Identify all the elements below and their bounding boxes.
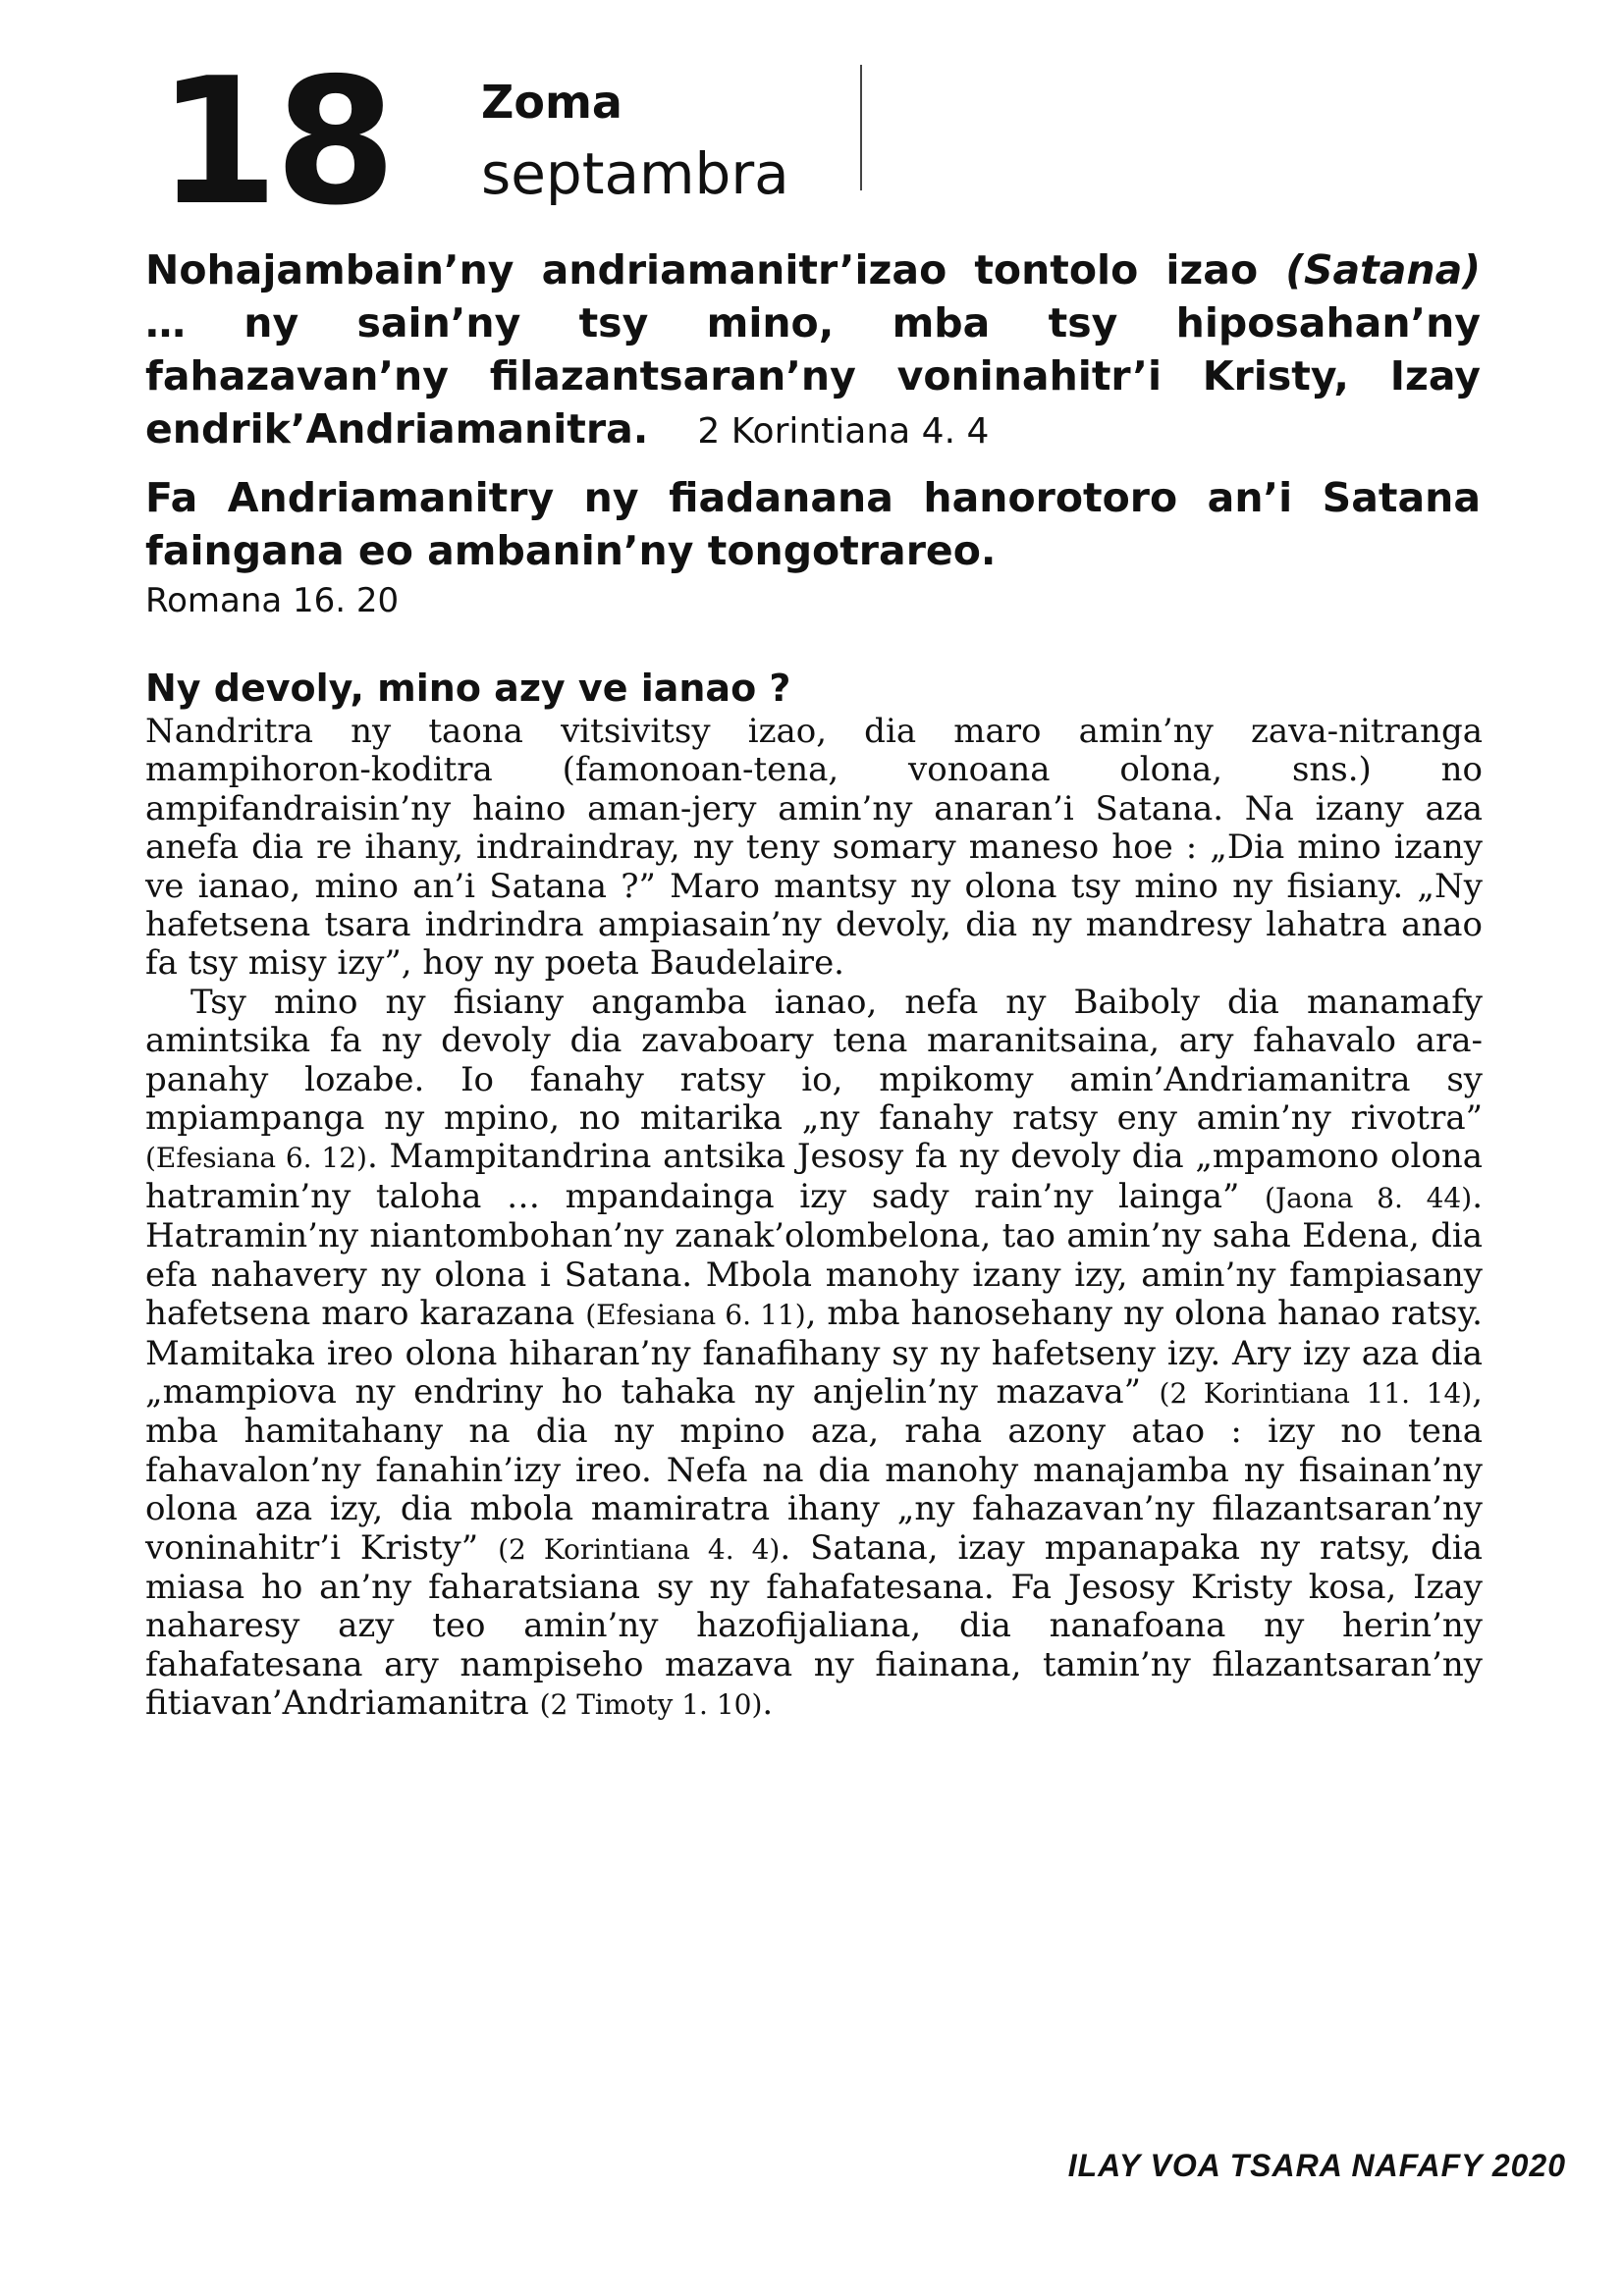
verse-1-text-a: Nohajambain’ny andriamanitr’izao tontolo izao [145, 246, 1286, 294]
article-text: , mba hanosehany ny olona hanao ratsy. Mamitaka ireo olona hiharan’ny fanafihany sy ny hafetseny izy. Ary izy aza dia „mampiova ny endriny ho tahaka ny anjelin’ny mazava” [145, 1294, 1483, 1412]
citation: (2 Korintiana 11. 14) [1159, 1376, 1473, 1410]
verse-1-text-b: … ny sain’ny tsy mino, mba tsy hiposahan’ny fahazavan’ny filazantsaran’ny voninahitr’i Kristy, Izay endrik’Andriamanitra. [145, 299, 1481, 453]
article-paragraph-2 [145, 984, 1483, 1725]
citation: (Efesiana 6. 12) [145, 1142, 367, 1175]
footer-publication: ILAY VOA TSARA NAFAFY 2020 [1067, 2148, 1566, 2183]
citation: (Jaona 8. 44) [1265, 1181, 1473, 1214]
article-text: , mba hamitahany na dia ny mpino aza, raha azony atao : izy no tena fahavalon’ny fanahin’izy ireo. Nefa na dia manohy manajamba ny fisainan’ny olona aza izy, dia mbola mamiratra ihany „ny fahazavan’ny filazantsaran’ny voninahitr’i Kristy” [145, 1371, 1483, 1568]
verse-1 [145, 243, 1481, 458]
month: septambra [481, 140, 789, 207]
article-text: . Mampitandrina antsika Jesosy fa ny devoly dia „mpamono olona hatramin’ny taloha … mpandainga izy sady rain’ny lainga” [145, 1137, 1483, 1216]
weekday: Zoma [481, 76, 622, 129]
article-text: Tsy mino ny fisiany angamba ianao, nefa ny Baiboly dia manamafy amintsika fa ny devoly dia zavaboary tena maranitsaina, ary fahavalo ara-panahy lozabe. Io fanahy ratsy io, mpikomy amin’Andriamanitra sy mpiampanga ny mpino, no mitarika „ny fanahy ratsy eny amin’ny rivotra” [145, 982, 1483, 1139]
article-text: . [762, 1683, 774, 1724]
citation: (2 Korintiana 4. 4) [498, 1532, 781, 1566]
citation: (2 Timoty 1. 10) [539, 1688, 763, 1722]
day-number: 18 [157, 40, 393, 243]
article-title: Ny devoly, mino azy ve ianao ? [145, 667, 791, 710]
verse-2-reference: Romana 16. 20 [145, 581, 400, 620]
citation: (Efesiana 6. 11) [585, 1299, 806, 1332]
article-body [145, 713, 1483, 1725]
verse-2: Fa Andriamanitry ny fiadanana hanorotoro an’i Satana faingana eo ambanin’ny tongotrareo. [145, 474, 1481, 574]
article-text: . Satana, izay mpanapaka ny ratsy, dia miasa ho an’ny faharatsiana sy ny fahafatesana. Fa Jesosy Kristy kosa, Izay naharesy azy teo amin’ny hazofijaliana, dia nanafoana ny herin’ny fahafatesana ary nampiseho mazava ny fiainana, tamin’ny filazantsaran’ny fitiavan’Andriamanitra [145, 1527, 1483, 1724]
article-paragraph-1: Nandritra ny taona vitsivitsy izao, dia maro amin’ny zava-nitranga mampihoron-koditra (famonoan-tena, vonoana olona, sns.) no ampifandraisin’ny haino aman-jery amin’ny anaran’i Satana. Na izany aza anefa dia re ihany, indraindray, ny teny somary maneso hoe : „Dia mino izany ve ianao, mino an’i Satana ?” Maro mantsy ny olona tsy mino ny fisiany. „Ny hafetsena tsara indrindra ampiasain’ny devoly, dia ny mandresy lahatra anao fa tsy misy izy”, hoy ny poeta Baudelaire. [145, 712, 1483, 984]
header-divider [860, 65, 862, 190]
verse-1-reference: 2 Korintiana 4. 4 [697, 411, 990, 452]
verse-1-aside: (Satana) [1285, 246, 1481, 294]
article-text: . Hatramin’ny niantombohan’ny zanak’olombelona, tao amin’ny saha Edena, dia efa nahavery ny olona i Satana. Mbola manohy izany izy, amin’ny fampiasany hafetsena maro karazana [145, 1176, 1483, 1334]
